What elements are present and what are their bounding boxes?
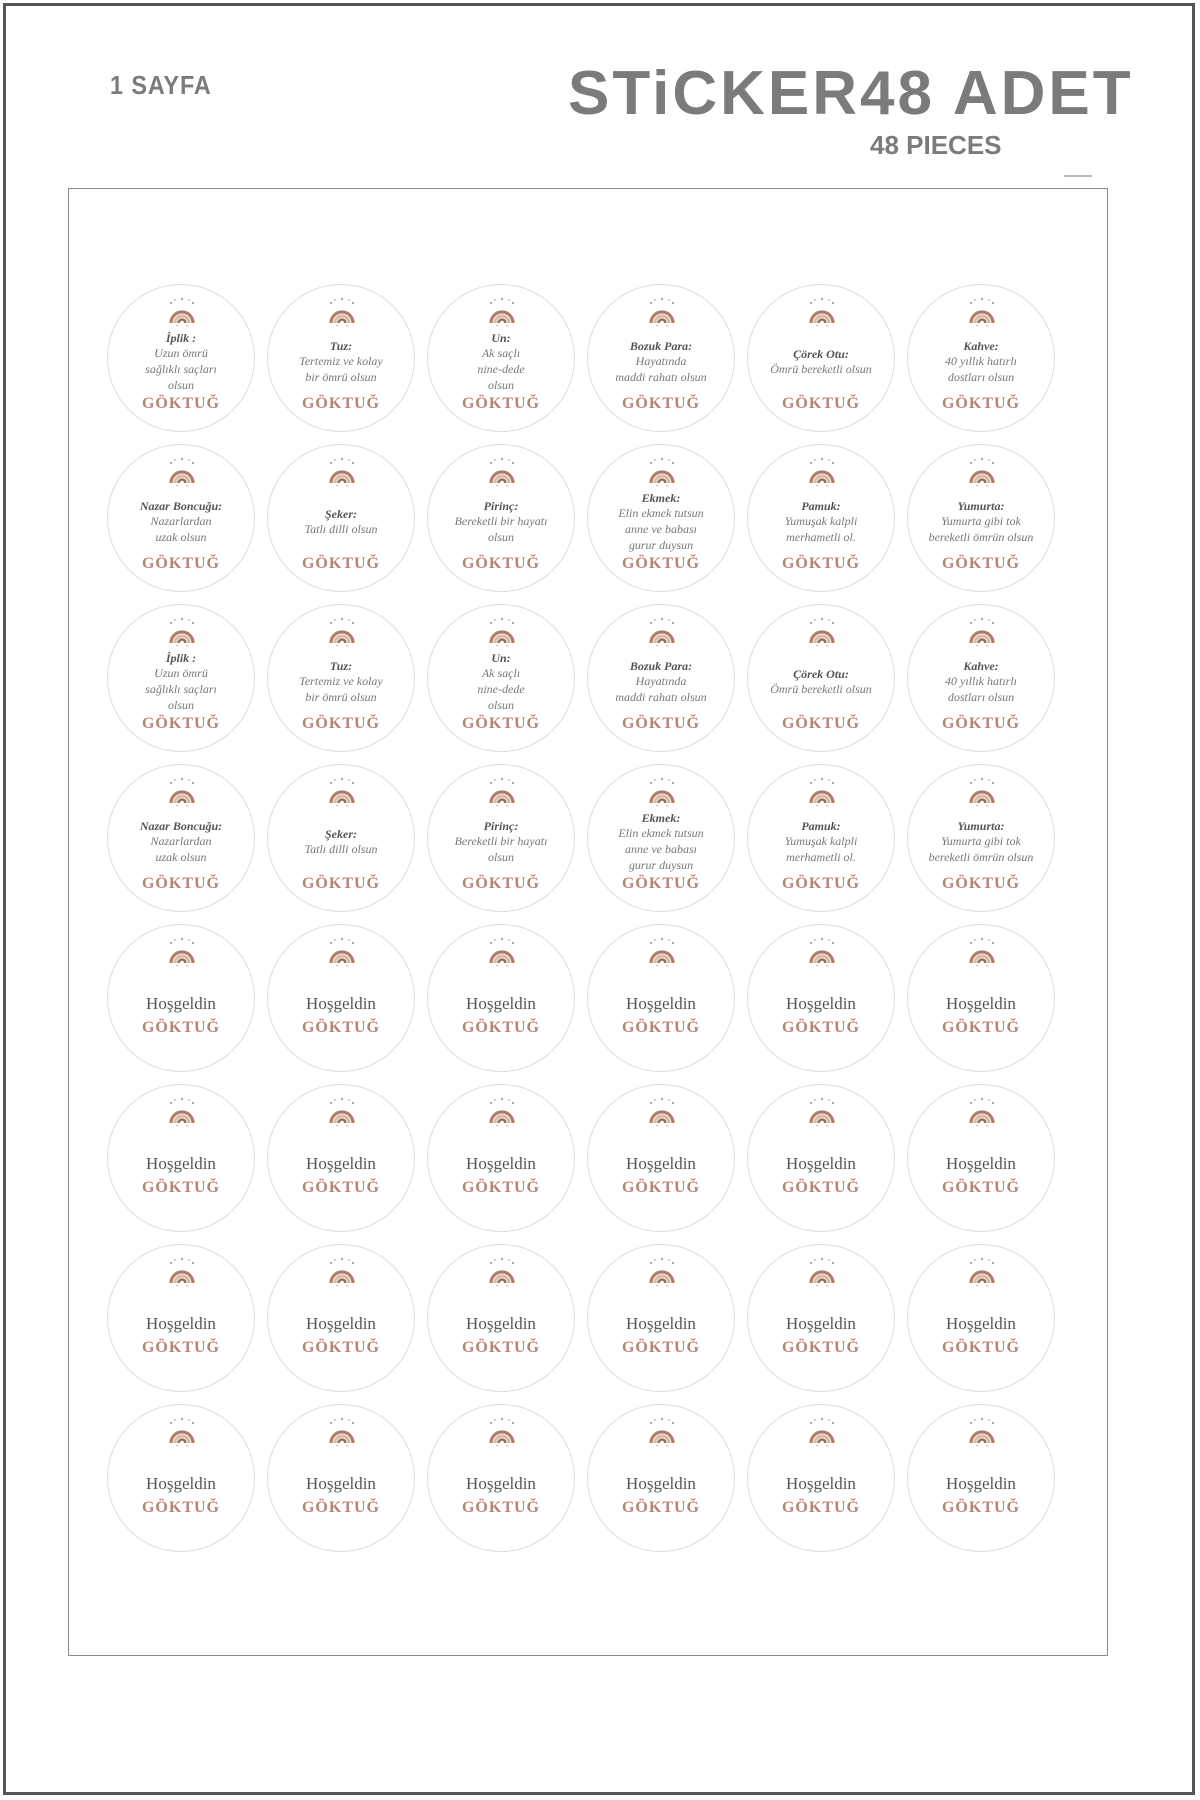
sticker — [107, 924, 255, 1072]
rainbow-icon — [486, 777, 518, 807]
sticker-name: GÖKTUĞ — [141, 1019, 220, 1036]
sticker-text — [760, 811, 882, 873]
sticker-text — [920, 651, 1042, 713]
rainbow-icon — [166, 617, 198, 647]
rainbow-icon — [646, 937, 678, 967]
sticker — [427, 924, 575, 1072]
sticker-name: GÖKTUĞ — [781, 1019, 860, 1036]
rainbow-icon — [966, 457, 998, 487]
sticker-name: GÖKTUĞ — [621, 395, 700, 412]
rainbow-icon — [806, 457, 838, 487]
sticker-title: Yumurta: — [957, 499, 1005, 513]
sticker-name: GÖKTUĞ — [621, 715, 700, 732]
sticker-text — [440, 651, 562, 713]
sticker-text — [440, 331, 562, 393]
sticker-name: GÖKTUĞ — [141, 1179, 220, 1196]
divider — [1064, 175, 1092, 177]
rainbow-icon — [806, 777, 838, 807]
sticker-name: GÖKTUĞ — [141, 1499, 220, 1516]
sticker-name: GÖKTUĞ — [461, 1499, 540, 1516]
sticker-title: Pirinç: — [483, 819, 519, 833]
sticker-name: GÖKTUĞ — [301, 875, 380, 892]
sticker — [427, 1084, 575, 1232]
sticker — [907, 604, 1055, 752]
sticker-text — [760, 651, 882, 713]
sticker-text — [760, 331, 882, 393]
sticker-body: Uzun ömrü sağlıklı saçları olsun — [145, 346, 217, 392]
sticker-title: Ekmek: — [641, 491, 681, 505]
sticker-name: GÖKTUĞ — [621, 1179, 700, 1196]
sticker-text — [920, 331, 1042, 393]
sticker-welcome: Hoşgeldin — [786, 994, 856, 1013]
sticker-text — [920, 491, 1042, 553]
sticker-body: Tatlı dilli olsun — [304, 522, 378, 536]
sticker-welcome: Hoşgeldin — [786, 1314, 856, 1333]
sticker-body: Tertemiz ve kolay bir ömrü olsun — [299, 674, 383, 704]
sticker-title: Yumurta: — [957, 819, 1005, 833]
rainbow-icon — [326, 617, 358, 647]
sticker-text — [920, 811, 1042, 873]
sticker-welcome: Hoşgeldin — [146, 1154, 216, 1173]
sticker — [907, 1404, 1055, 1552]
sticker — [747, 1404, 895, 1552]
sticker-body: Uzun ömrü sağlıklı saçları olsun — [145, 666, 217, 712]
sticker-text — [600, 651, 722, 713]
rainbow-icon — [486, 1417, 518, 1447]
rainbow-icon — [966, 1417, 998, 1447]
rainbow-icon — [966, 937, 998, 967]
sticker-name: GÖKTUĞ — [301, 395, 380, 412]
sticker-title: Şeker: — [325, 507, 357, 521]
sticker-title: Bozuk Para: — [629, 659, 693, 673]
rainbow-icon — [646, 617, 678, 647]
sticker-name: GÖKTUĞ — [941, 395, 1020, 412]
sticker-name: GÖKTUĞ — [781, 715, 860, 732]
sticker — [907, 764, 1055, 912]
sticker-name: GÖKTUĞ — [461, 395, 540, 412]
sticker-body: Nazarlardan uzak olsun — [150, 514, 212, 544]
sticker-text — [760, 491, 882, 553]
sticker — [107, 604, 255, 752]
sticker — [107, 1404, 255, 1552]
rainbow-icon — [486, 617, 518, 647]
rainbow-icon — [326, 777, 358, 807]
sticker — [907, 924, 1055, 1072]
rainbow-icon — [966, 1257, 998, 1287]
sticker-name: GÖKTUĞ — [141, 555, 220, 572]
sticker — [907, 1084, 1055, 1232]
sticker — [907, 1244, 1055, 1392]
rainbow-icon — [326, 297, 358, 327]
sticker — [747, 1244, 895, 1392]
sticker-text — [440, 811, 562, 873]
sticker-name: GÖKTUĞ — [621, 1019, 700, 1036]
rainbow-icon — [646, 297, 678, 327]
rainbow-icon — [166, 297, 198, 327]
sticker-body: Bereketli bir hayatı olsun — [454, 834, 548, 864]
sticker-welcome: Hoşgeldin — [306, 1314, 376, 1333]
sticker-welcome: Hoşgeldin — [626, 1314, 696, 1333]
rainbow-icon — [646, 1417, 678, 1447]
sticker — [747, 764, 895, 912]
sticker-welcome: Hoşgeldin — [466, 1314, 536, 1333]
sticker-title: Tuz: — [329, 339, 353, 353]
sticker-text — [280, 811, 402, 873]
sticker — [907, 284, 1055, 432]
sticker — [267, 1084, 415, 1232]
sticker — [267, 764, 415, 912]
rainbow-icon — [326, 1097, 358, 1127]
sticker-text — [600, 811, 722, 873]
sticker-name: GÖKTUĞ — [301, 715, 380, 732]
sticker-title: Bozuk Para: — [629, 339, 693, 353]
sticker-body: Tatlı dilli olsun — [304, 842, 378, 856]
sticker-title: Şeker: — [325, 827, 357, 841]
sticker-welcome: Hoşgeldin — [946, 1474, 1016, 1493]
sticker-welcome: Hoşgeldin — [146, 1474, 216, 1493]
rainbow-icon — [486, 1257, 518, 1287]
rainbow-icon — [486, 1097, 518, 1127]
sticker-body: Ak saçlı nine-dede olsun — [477, 346, 525, 392]
sticker — [267, 284, 415, 432]
sticker-welcome: Hoşgeldin — [466, 1474, 536, 1493]
sticker-name: GÖKTUĞ — [301, 1499, 380, 1516]
rainbow-icon — [966, 777, 998, 807]
sticker — [267, 604, 415, 752]
sticker-title: İplik : — [165, 651, 197, 665]
sticker-name: GÖKTUĞ — [781, 1499, 860, 1516]
sticker-title: Pirinç: — [483, 499, 519, 513]
sticker-title: Çörek Otu: — [793, 667, 849, 681]
sticker-name: GÖKTUĞ — [941, 1179, 1020, 1196]
sticker-name: GÖKTUĞ — [461, 715, 540, 732]
sticker — [107, 1244, 255, 1392]
sticker-welcome: Hoşgeldin — [466, 1154, 536, 1173]
sticker — [747, 284, 895, 432]
sticker-body: Tertemiz ve kolay bir ömrü olsun — [299, 354, 383, 384]
sticker-welcome: Hoşgeldin — [626, 1474, 696, 1493]
sticker-name: GÖKTUĞ — [141, 715, 220, 732]
rainbow-icon — [806, 1097, 838, 1127]
sticker-title: Ekmek: — [641, 811, 681, 825]
sticker-text — [600, 331, 722, 393]
title-count: 48 ADET — [860, 59, 1134, 128]
sticker-body: Nazarlardan uzak olsun — [150, 834, 212, 864]
sticker-text — [280, 651, 402, 713]
rainbow-icon — [806, 297, 838, 327]
sticker — [587, 604, 735, 752]
sticker-name: GÖKTUĞ — [461, 555, 540, 572]
sticker-welcome: Hoşgeldin — [786, 1474, 856, 1493]
rainbow-icon — [806, 937, 838, 967]
sticker-name: GÖKTUĞ — [781, 875, 860, 892]
rainbow-icon — [166, 457, 198, 487]
rainbow-icon — [646, 1097, 678, 1127]
sticker — [587, 1084, 735, 1232]
sticker — [587, 284, 735, 432]
rainbow-icon — [326, 937, 358, 967]
rainbow-icon — [806, 1417, 838, 1447]
rainbow-icon — [326, 1417, 358, 1447]
sticker-welcome: Hoşgeldin — [306, 994, 376, 1013]
sticker-name: GÖKTUĞ — [941, 875, 1020, 892]
sticker-body: Yumuşak kalpli merhametli ol. — [784, 514, 858, 544]
sticker-welcome: Hoşgeldin — [786, 1154, 856, 1173]
rainbow-icon — [966, 297, 998, 327]
sticker-name: GÖKTUĞ — [461, 875, 540, 892]
sticker-name: GÖKTUĞ — [461, 1179, 540, 1196]
rainbow-icon — [326, 1257, 358, 1287]
sticker-name: GÖKTUĞ — [461, 1339, 540, 1356]
sticker — [747, 924, 895, 1072]
sticker-text — [280, 491, 402, 553]
sticker — [587, 1404, 735, 1552]
sticker — [427, 1404, 575, 1552]
sticker-welcome: Hoşgeldin — [626, 1154, 696, 1173]
sticker-name: GÖKTUĞ — [301, 1339, 380, 1356]
rainbow-icon — [166, 937, 198, 967]
sticker-welcome: Hoşgeldin — [946, 1314, 1016, 1333]
sticker-body: Ak saçlı nine-dede olsun — [477, 666, 525, 712]
sticker-name: GÖKTUĞ — [941, 1019, 1020, 1036]
rainbow-icon — [166, 1097, 198, 1127]
sticker-welcome: Hoşgeldin — [146, 1314, 216, 1333]
sticker-title: Tuz: — [329, 659, 353, 673]
sticker — [747, 604, 895, 752]
title-pieces: 48 PIECES — [870, 130, 1002, 160]
sticker-text — [120, 491, 242, 553]
sticker-welcome: Hoşgeldin — [306, 1474, 376, 1493]
sticker-text — [440, 491, 562, 553]
sticker-grid — [107, 284, 1087, 1564]
sticker — [907, 444, 1055, 592]
sticker-name: GÖKTUĞ — [781, 1339, 860, 1356]
rainbow-icon — [646, 777, 678, 807]
sticker-welcome: Hoşgeldin — [946, 994, 1016, 1013]
sticker-text — [120, 651, 242, 713]
sticker-body: Elin ekmek tutsun anne ve babası gurur duysun — [618, 506, 704, 552]
rainbow-icon — [966, 617, 998, 647]
sticker-body: Elin ekmek tutsun anne ve babası gurur duysun — [618, 826, 704, 872]
sticker-text — [280, 331, 402, 393]
sticker-name: GÖKTUĞ — [781, 555, 860, 572]
sticker — [107, 284, 255, 432]
sticker-body: 40 yıllık hatırlı dostları olsun — [945, 354, 1017, 384]
sticker-welcome: Hoşgeldin — [946, 1154, 1016, 1173]
rainbow-icon — [486, 297, 518, 327]
sticker-name: GÖKTUĞ — [301, 555, 380, 572]
sticker — [427, 764, 575, 912]
sticker-name: GÖKTUĞ — [461, 1019, 540, 1036]
rainbow-icon — [486, 937, 518, 967]
rainbow-icon — [326, 457, 358, 487]
sticker-name: GÖKTUĞ — [941, 555, 1020, 572]
sticker — [587, 1244, 735, 1392]
sticker — [267, 924, 415, 1072]
sticker-name: GÖKTUĞ — [781, 395, 860, 412]
sticker-title: İplik : — [165, 331, 197, 345]
sticker — [427, 604, 575, 752]
sticker-welcome: Hoşgeldin — [626, 994, 696, 1013]
sticker-name: GÖKTUĞ — [621, 1499, 700, 1516]
sticker — [267, 444, 415, 592]
rainbow-icon — [166, 1417, 198, 1447]
sticker-title: Kahve: — [963, 339, 999, 353]
sticker-body: Yumuşak kalpli merhametli ol. — [784, 834, 858, 864]
sticker — [427, 284, 575, 432]
sticker-name: GÖKTUĞ — [301, 1019, 380, 1036]
sticker-name: GÖKTUĞ — [941, 715, 1020, 732]
sticker — [107, 764, 255, 912]
rainbow-icon — [166, 777, 198, 807]
rainbow-icon — [806, 1257, 838, 1287]
sticker-title: Un: — [491, 331, 511, 345]
sticker-name: GÖKTUĞ — [621, 875, 700, 892]
sticker-body: Yumurta gibi tok bereketli ömrün olsun — [928, 514, 1034, 544]
sticker-title: Nazar Boncuğu: — [139, 819, 223, 833]
sticker-body: Ömrü bereketli olsun — [770, 362, 872, 376]
sticker-body: Bereketli bir hayatı olsun — [454, 514, 548, 544]
sticker — [427, 1244, 575, 1392]
rainbow-icon — [646, 457, 678, 487]
sticker-title: Kahve: — [963, 659, 999, 673]
sticker-body: Ömrü bereketli olsun — [770, 682, 872, 696]
sticker-welcome: Hoşgeldin — [466, 994, 536, 1013]
sticker — [107, 1084, 255, 1232]
sticker — [267, 1404, 415, 1552]
sticker-body: Hayatında maddi rahatı olsun — [615, 354, 707, 384]
sticker-text — [120, 811, 242, 873]
sticker — [427, 444, 575, 592]
sticker-name: GÖKTUĞ — [941, 1499, 1020, 1516]
sticker — [747, 1084, 895, 1232]
sticker — [587, 924, 735, 1072]
rainbow-icon — [966, 1097, 998, 1127]
sticker-welcome: Hoşgeldin — [146, 994, 216, 1013]
sticker-welcome: Hoşgeldin — [306, 1154, 376, 1173]
sticker-text — [600, 491, 722, 553]
sticker-name: GÖKTUĞ — [781, 1179, 860, 1196]
title-sticker: STiCKER — [568, 59, 861, 128]
sticker-name: GÖKTUĞ — [941, 1339, 1020, 1356]
sticker-name: GÖKTUĞ — [621, 555, 700, 572]
rainbow-icon — [486, 457, 518, 487]
sticker-title: Çörek Otu: — [793, 347, 849, 361]
sticker-title: Nazar Boncuğu: — [139, 499, 223, 513]
sticker-name: GÖKTUĞ — [141, 395, 220, 412]
sticker — [747, 444, 895, 592]
sticker-name: GÖKTUĞ — [141, 875, 220, 892]
sticker — [587, 444, 735, 592]
sticker-text — [120, 331, 242, 393]
sticker — [587, 764, 735, 912]
sticker-title: Pamuk: — [801, 499, 841, 513]
sticker-name: GÖKTUĞ — [141, 1339, 220, 1356]
sticker-title: Un: — [491, 651, 511, 665]
sticker — [267, 1244, 415, 1392]
sticker-title: Pamuk: — [801, 819, 841, 833]
sticker-body: Hayatında maddi rahatı olsun — [615, 674, 707, 704]
sticker-body: 40 yıllık hatırlı dostları olsun — [945, 674, 1017, 704]
page-label: 1 SAYFA — [110, 70, 212, 100]
sticker-name: GÖKTUĞ — [621, 1339, 700, 1356]
sticker — [107, 444, 255, 592]
rainbow-icon — [646, 1257, 678, 1287]
rainbow-icon — [806, 617, 838, 647]
sticker-name: GÖKTUĞ — [301, 1179, 380, 1196]
sticker-body: Yumurta gibi tok bereketli ömrün olsun — [928, 834, 1034, 864]
rainbow-icon — [166, 1257, 198, 1287]
